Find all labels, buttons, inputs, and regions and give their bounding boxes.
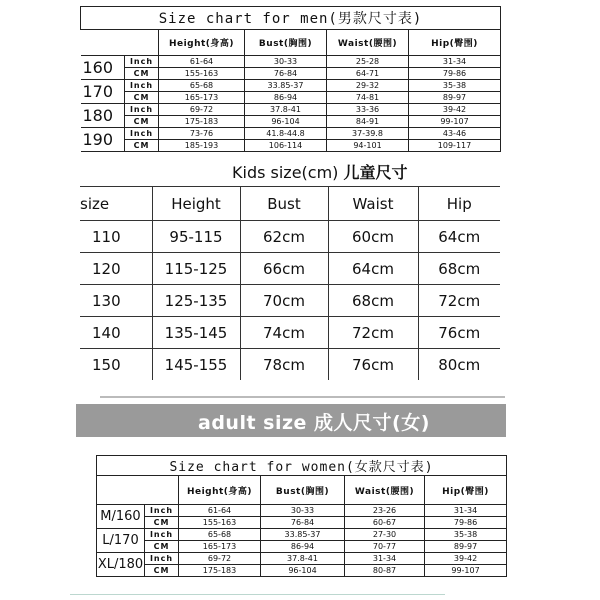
men-row-180-inch [81, 104, 501, 116]
men-cell: 86-94 [245, 92, 327, 104]
kids-size-label: 110 [80, 221, 152, 253]
kids-cell: 66cm [240, 253, 328, 285]
kids-title-cn: 儿童尺寸 [343, 163, 408, 182]
women-cell: 86-94 [261, 541, 345, 553]
kids-cell: 68cm [328, 285, 418, 317]
men-cell: 37-39.8 [327, 128, 409, 140]
unit-cm: CM [145, 517, 179, 529]
women-size-table [96, 455, 507, 577]
kids-cell: 115-125 [152, 253, 240, 285]
women-header-waist: Waist(腰围) [345, 476, 425, 505]
unit-inch: Inch [125, 128, 159, 140]
women-header-height: Height(身高) [179, 476, 261, 505]
women-cell: 27-30 [345, 529, 425, 541]
women-header-hip: Hip(臀围) [425, 476, 507, 505]
women-cell: 165-173 [179, 541, 261, 553]
kids-size-table [80, 186, 500, 380]
kids-cell: 76cm [418, 317, 500, 349]
kids-header-bust: Bust [240, 187, 328, 221]
men-table-title: Size chart for men(男款尺寸表) [81, 7, 501, 30]
women-header-bust: Bust(胸围) [261, 476, 345, 505]
kids-cell: 145-155 [152, 349, 240, 381]
men-cell: 99-107 [409, 116, 501, 128]
kids-cell: 62cm [240, 221, 328, 253]
men-cell: 106-114 [245, 140, 327, 152]
men-cell: 31-34 [409, 56, 501, 68]
men-cell: 79-86 [409, 68, 501, 80]
women-cell: 37.8-41 [261, 553, 345, 565]
men-cell: 43-46 [409, 128, 501, 140]
men-cell: 175-183 [159, 116, 245, 128]
men-cell: 109-117 [409, 140, 501, 152]
women-cell: 80-87 [345, 565, 425, 577]
men-cell: 64-71 [327, 68, 409, 80]
kids-size-label: 150 [80, 349, 152, 381]
women-cell: 65-68 [179, 529, 261, 541]
kids-cell: 72cm [328, 317, 418, 349]
men-cell: 165-173 [159, 92, 245, 104]
men-row-160-inch [81, 56, 501, 68]
women-cell: 69-72 [179, 553, 261, 565]
men-header-bust: Bust(胸围) [245, 30, 327, 56]
unit-inch: Inch [145, 505, 179, 517]
women-cell: 35-38 [425, 529, 507, 541]
kids-size-label: 130 [80, 285, 152, 317]
men-cell: 41.8-44.8 [245, 128, 327, 140]
unit-cm: CM [145, 565, 179, 577]
men-cell: 69-72 [159, 104, 245, 116]
men-size-label: 180 [81, 104, 125, 128]
unit-inch: Inch [125, 80, 159, 92]
kids-cell: 70cm [240, 285, 328, 317]
women-table-title: Size chart for women(女款尺寸表) [97, 456, 507, 476]
kids-cell: 125-135 [152, 285, 240, 317]
men-cell: 89-97 [409, 92, 501, 104]
men-cell: 65-68 [159, 80, 245, 92]
men-header-height: Height(身高) [159, 30, 245, 56]
men-cell: 37.8-41 [245, 104, 327, 116]
kids-header-size: size [80, 187, 152, 221]
women-cell: 175-183 [179, 565, 261, 577]
women-cell: 31-34 [345, 553, 425, 565]
kids-size-label: 140 [80, 317, 152, 349]
women-cell: 70-77 [345, 541, 425, 553]
kids-row [80, 349, 500, 381]
women-cell: 60-67 [345, 517, 425, 529]
women-cell: 30-33 [261, 505, 345, 517]
women-row-xl-cm [97, 565, 507, 577]
women-cell: 31-34 [425, 505, 507, 517]
men-cell: 29-32 [327, 80, 409, 92]
women-cell: 76-84 [261, 517, 345, 529]
kids-cell: 95-115 [152, 221, 240, 253]
kids-header-hip: Hip [418, 187, 500, 221]
kids-size-label: 120 [80, 253, 152, 285]
men-row-160-cm [81, 68, 501, 80]
men-cell: 155-163 [159, 68, 245, 80]
women-cell: 61-64 [179, 505, 261, 517]
men-cell: 61-64 [159, 56, 245, 68]
kids-title [232, 160, 408, 183]
kids-cell: 76cm [328, 349, 418, 381]
women-row-m-inch [97, 505, 507, 517]
women-cell: 33.85-37 [261, 529, 345, 541]
men-cell: 94-101 [327, 140, 409, 152]
bottom-divider [70, 594, 445, 595]
men-cell: 84-91 [327, 116, 409, 128]
kids-header-row [80, 187, 500, 221]
men-header-blank [81, 30, 159, 56]
adult-size-banner-text: adult size 成人尺寸(女) [198, 412, 430, 434]
women-size-label: M/160 [97, 505, 145, 529]
unit-inch: Inch [125, 56, 159, 68]
kids-cell: 64cm [418, 221, 500, 253]
kids-cell: 72cm [418, 285, 500, 317]
men-cell: 33.85-37 [245, 80, 327, 92]
unit-cm: CM [125, 92, 159, 104]
women-cell: 99-107 [425, 565, 507, 577]
kids-cell: 60cm [328, 221, 418, 253]
men-size-table [80, 6, 501, 152]
women-size-label: L/170 [97, 529, 145, 553]
men-size-label: 170 [81, 80, 125, 104]
kids-cell: 135-145 [152, 317, 240, 349]
men-cell: 74-81 [327, 92, 409, 104]
women-cell: 96-104 [261, 565, 345, 577]
unit-inch: Inch [145, 553, 179, 565]
kids-row [80, 317, 500, 349]
kids-title-en: Kids size(cm) [232, 163, 339, 182]
men-cell: 96-104 [245, 116, 327, 128]
unit-cm: CM [125, 116, 159, 128]
unit-cm: CM [145, 541, 179, 553]
kids-cell: 68cm [418, 253, 500, 285]
men-cell: 33-36 [327, 104, 409, 116]
kids-cell: 64cm [328, 253, 418, 285]
men-header-hip: Hip(臀围) [409, 30, 501, 56]
men-cell: 25-28 [327, 56, 409, 68]
men-size-label: 190 [81, 128, 125, 152]
men-row-190-inch [81, 128, 501, 140]
unit-inch: Inch [145, 529, 179, 541]
section-divider [100, 396, 505, 398]
unit-inch: Inch [125, 104, 159, 116]
kids-row [80, 285, 500, 317]
men-cell: 39-42 [409, 104, 501, 116]
men-cell: 76-84 [245, 68, 327, 80]
kids-header-waist: Waist [328, 187, 418, 221]
men-size-label: 160 [81, 56, 125, 80]
men-row-180-cm [81, 116, 501, 128]
men-cell: 30-33 [245, 56, 327, 68]
men-row-170-inch [81, 80, 501, 92]
women-size-label: XL/180 [97, 553, 145, 577]
women-cell: 89-97 [425, 541, 507, 553]
women-row-m-cm [97, 517, 507, 529]
women-cell: 39-42 [425, 553, 507, 565]
women-row-xl-inch [97, 553, 507, 565]
women-row-l-inch [97, 529, 507, 541]
women-cell: 23-26 [345, 505, 425, 517]
men-header-waist: Waist(腰围) [327, 30, 409, 56]
men-cell: 73-76 [159, 128, 245, 140]
women-row-l-cm [97, 541, 507, 553]
women-cell: 155-163 [179, 517, 261, 529]
men-cell: 35-38 [409, 80, 501, 92]
women-header-blank [97, 476, 179, 505]
adult-size-banner [76, 404, 506, 437]
kids-header-height: Height [152, 187, 240, 221]
men-cell: 185-193 [159, 140, 245, 152]
men-row-170-cm [81, 92, 501, 104]
unit-cm: CM [125, 68, 159, 80]
kids-row [80, 253, 500, 285]
kids-row [80, 221, 500, 253]
men-row-190-cm [81, 140, 501, 152]
kids-cell: 74cm [240, 317, 328, 349]
kids-cell: 78cm [240, 349, 328, 381]
kids-cell: 80cm [438, 355, 481, 374]
unit-cm: CM [125, 140, 159, 152]
women-cell: 79-86 [425, 517, 507, 529]
